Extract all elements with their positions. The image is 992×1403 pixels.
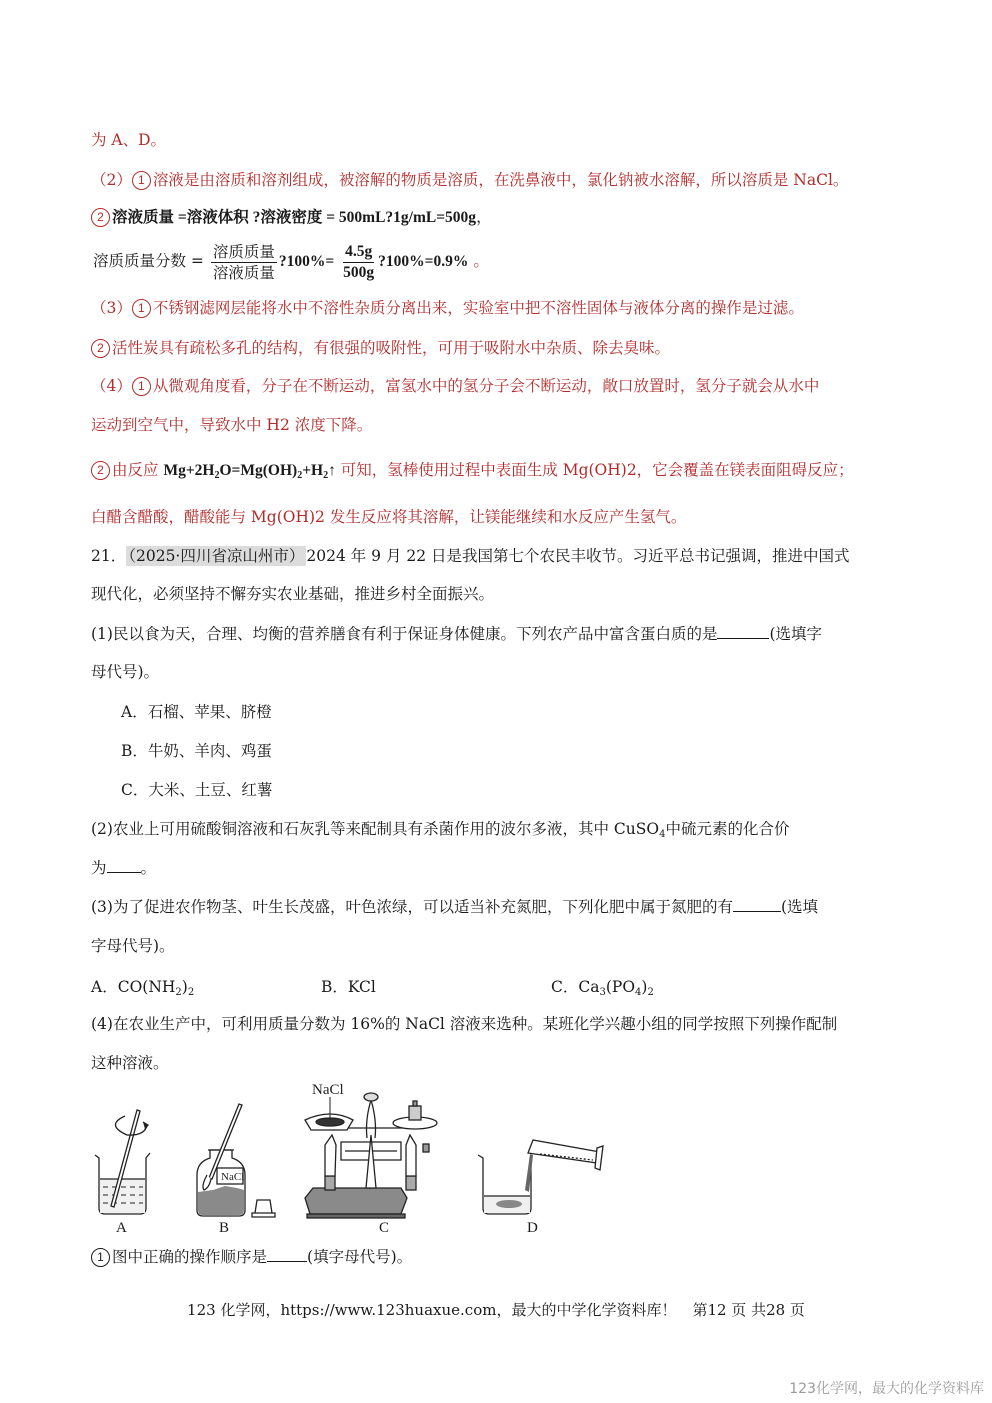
mass-fraction-formula — [93, 240, 489, 283]
q3-text-cont — [91, 935, 175, 957]
question-text: 中硫元素的化合价 — [665, 820, 790, 838]
option-letter: C． — [551, 978, 579, 996]
answer-text: 运动到空气中，导致水中 H2 浓度下降。 — [91, 416, 373, 434]
answer-part2-sub1 — [91, 169, 848, 191]
option-letter: A． — [121, 703, 148, 721]
answer-part4-sub2 — [91, 459, 854, 482]
question-text: 图中正确的操作顺序是 — [112, 1248, 268, 1266]
subscript: 3 — [599, 987, 606, 998]
fraction-denominator: 500g — [343, 263, 375, 281]
option-letter: C． — [121, 781, 149, 799]
answer-part4-sub2-cont — [91, 506, 686, 528]
fraction-2 — [341, 242, 376, 283]
option-letter: B． — [121, 742, 148, 760]
fraction-denominator: 溶液质量 — [212, 263, 275, 282]
subscript: 2 — [323, 470, 329, 481]
answer-text: 从微观角度看，分子在不断运动，富氢水中的氢分子会不断运动，敞口放置时，氢分子就会从水中 — [152, 377, 820, 395]
answer-text: 可知，氢棒使用过程中表面生成 Mg(OH)2，它会覆盖在镁表面阻碍反应； — [340, 461, 854, 479]
footer-site-text: 123 化学网，https://www.123huaxue.com，最大的中学化学资料库！ — [187, 1301, 677, 1319]
circled-number-icon: 2 — [91, 339, 110, 358]
part-label: （3） — [91, 299, 132, 317]
question-text: 字母代号)。 — [91, 937, 175, 955]
option-letter: B． — [321, 978, 348, 996]
answer-part4-sub1 — [91, 375, 819, 397]
question-text: (2)农业上可用硫酸铜溶液和石灰乳等来配制具有杀菌作用的波尔多液，其中 — [91, 820, 614, 838]
punctuation: 。 — [473, 252, 489, 270]
formula-part: KCl — [347, 978, 376, 996]
lab-apparatus-illustration — [85, 1080, 625, 1250]
subscript: 2 — [297, 470, 303, 481]
question-text: (4)在农业生产中，可利用质量分数为 16%的 NaCl 溶液来选种。某班化学兴趣小组的同学按照下列操作配制 — [91, 1015, 838, 1033]
answer-text: 不锈钢滤网层能将水中不溶性杂质分离出来，实验室中把不溶性固体与液体分离的操作是过滤。 — [152, 299, 804, 317]
solution-preparation-figure — [85, 1080, 625, 1250]
fraction-numerator: 溶质质量 — [212, 242, 275, 261]
source-tag: （2025·四川省凉山州市） — [128, 547, 305, 565]
q2-text-cont — [91, 857, 156, 879]
formula-part: CuSO — [613, 820, 660, 838]
equation-part: O=Mg(OH) — [219, 462, 298, 479]
balance-reagent-label: NaCl — [312, 1082, 344, 1098]
option-text: 牛奶、羊肉、鸡蛋 — [147, 742, 272, 760]
q4-text-cont — [91, 1052, 169, 1074]
formula-operator: ?100%= — [278, 253, 335, 270]
answer-line-1 — [91, 129, 166, 151]
bottle-label: NaCl — [221, 1171, 245, 1183]
q3-option-b[interactable] — [321, 975, 376, 997]
answer-part4-sub1-cont — [91, 414, 372, 436]
answer-part3-sub1 — [91, 297, 804, 319]
figure-label-c: C — [379, 1220, 390, 1236]
circled-number-icon: 1 — [132, 377, 151, 396]
answer-blank[interactable] — [107, 858, 141, 873]
gas-arrow-icon: ↑ — [328, 462, 336, 479]
pouring-cylinder-icon — [478, 1140, 603, 1214]
answer-text: 由反应 — [112, 461, 159, 479]
question-number: 21． — [91, 547, 127, 565]
formula-lhs: 溶质质量分数 = — [93, 252, 204, 270]
answer-text: 为 A、D。 — [91, 131, 167, 149]
answer-text: 溶液是由溶质和溶剂组成，被溶解的物质是溶质，在洗鼻液中，氯化钠被水溶解，所以溶质是 NaCl。 — [152, 171, 849, 189]
figure-label-a: A — [116, 1220, 127, 1236]
balance-scale-icon — [305, 1093, 437, 1218]
question-text: (选填字 — [769, 625, 823, 643]
q2-text — [91, 818, 789, 840]
circled-number-icon: 2 — [91, 208, 110, 227]
fraction-numerator: 4.5g — [343, 242, 374, 263]
q4-text — [91, 1013, 837, 1035]
solution-mass-formula: 溶液质量 =溶液体积 ?溶液密度 = 500mL?1g/mL=500g — [112, 209, 477, 226]
answer-text: 活性炭具有疏松多孔的结构，有很强的吸附性，可用于吸附水中杂质、除去臭味。 — [112, 339, 671, 357]
beaker-stirring-icon — [95, 1110, 150, 1214]
answer-blank[interactable] — [717, 624, 769, 639]
figure-label-d: D — [527, 1220, 538, 1236]
answer-part2-sub2 — [91, 206, 492, 229]
question-21-intro-cont — [91, 583, 494, 605]
question-text: 现代化，必须坚持不懈夯实农业基础，推进乡村全面振兴。 — [91, 585, 495, 603]
question-text: 。 — [140, 859, 157, 877]
answer-text: 白醋含醋酸，醋酸能与 Mg(OH)2 发生反应将其溶解，让镁能继续和水反应产生氢气。 — [91, 508, 687, 526]
subscript: 2 — [187, 987, 195, 998]
subscript: 2 — [214, 470, 220, 481]
circled-number-icon: 1 — [91, 1248, 110, 1267]
question-text: (填字母代号)。 — [307, 1248, 413, 1266]
equation-part: +H — [302, 462, 324, 479]
q4-sub1 — [91, 1246, 412, 1268]
part-label: （2） — [91, 171, 132, 189]
option-letter: A． — [91, 978, 118, 996]
formula-part: ) — [181, 978, 188, 996]
circled-number-icon: 2 — [91, 461, 110, 480]
chemical-equation — [163, 462, 335, 479]
option-text: 大米、土豆、红薯 — [148, 781, 273, 799]
equation-part: Mg+2H — [163, 462, 215, 479]
page-number: 第12 页 共28 页 — [692, 1301, 805, 1319]
circled-number-icon: 1 — [132, 171, 151, 190]
question-text: 为 — [91, 859, 107, 877]
page-footer — [0, 1299, 992, 1320]
circled-number-icon: 1 — [132, 299, 151, 318]
q1-option-b[interactable] — [121, 739, 272, 761]
subscript: 2 — [647, 987, 654, 998]
formula-part: Ca — [578, 978, 600, 996]
subscript: 2 — [175, 987, 182, 998]
formula-part: ) — [641, 978, 648, 996]
question-text: 2024 年 9 月 22 日是我国第七个农民丰收节。习近平总书记强调，推进中国式 — [306, 547, 850, 565]
formula-result: ?100%=0.9% — [378, 253, 469, 270]
fraction-1 — [211, 242, 277, 283]
question-text: (1)民以食为天，合理、均衡的营养膳食有利于保证身体健康。下列农产品中富含蛋白质的是 — [91, 625, 718, 643]
q1-option-c[interactable] — [121, 778, 272, 800]
question-text: 这种溶液。 — [91, 1054, 169, 1072]
part-label: （4） — [91, 377, 132, 395]
q3-text — [91, 896, 818, 918]
option-text: 石榴、苹果、脐橙 — [147, 703, 272, 721]
reagent-bottle-icon — [197, 1104, 275, 1217]
q3-option-c[interactable] — [551, 975, 654, 997]
answer-blank[interactable] — [267, 1247, 307, 1262]
q1-option-a[interactable] — [121, 700, 272, 722]
subscript: 4 — [635, 987, 642, 998]
q1-text-cont — [91, 661, 159, 683]
q1-text — [91, 623, 822, 645]
figure-label-b: B — [219, 1220, 230, 1236]
chemical-formula — [614, 820, 666, 838]
answer-part3-sub2 — [91, 337, 670, 359]
question-21-intro — [91, 545, 850, 567]
subscript: 4 — [659, 829, 666, 840]
q3-option-a[interactable] — [91, 975, 194, 997]
question-text: (3)为了促进农作物茎、叶生长茂盛，叶色浓绿，可以适当补充氮肥，下列化肥中属于氮肥的有 — [91, 898, 733, 916]
question-text: (选填 — [780, 898, 819, 916]
answer-blank[interactable] — [733, 897, 781, 912]
formula-part: (PO — [605, 978, 636, 996]
watermark: 123化学网，最大的化学资料库 — [789, 1381, 984, 1397]
question-text: 母代号)。 — [91, 663, 160, 681]
formula-part: CO(NH — [117, 978, 176, 996]
punctuation: ， — [476, 208, 492, 226]
